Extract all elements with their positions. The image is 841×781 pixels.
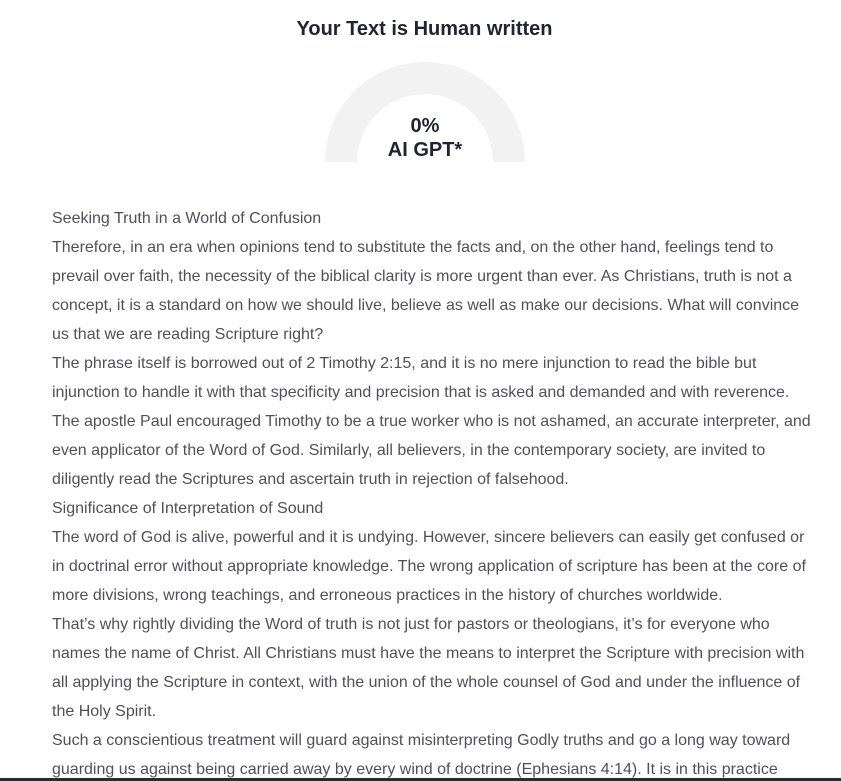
text-paragraph: Therefore, in an era when opinions tend to substitute the facts and, on the other hand, feelings tend to prevail over faith, the necessity of the biblical clarity is more urgent than ever. As Christians, truth is not a concept, it is a standard on how we should live, believe as well as make our decisions. What will convince us that we are reading Scripture right? bbox=[52, 239, 800, 343]
text-paragraph: Such a conscientious treatment will guard against misinterpreting Godly truths and go a long way toward guarding us against being carried away by every wind of doctrine (Ephesians 4:14). It is in this practice bbox=[52, 732, 791, 778]
text-paragraph: That’s why rightly dividing the Word of truth is not just for pastors or theologians, it’s for everyone who names the name of Christ. All Christians must have the means to interpret the Scripture with precision with all applying the Scripture in context, with the union of the whole counsel of God and under the influence of the Holy Spirit. bbox=[52, 616, 805, 720]
text-paragraph: Seeking Truth in a World of Confusion bbox=[52, 210, 322, 227]
result-heading: Your Text is Human written bbox=[296, 18, 553, 40]
text-paragraph: The word of God is alive, powerful and it is undying. However, sincere believers can easily get confused or in doctrinal error without appropriate knowledge. The wrong application of scripture has been at the core of more divisions, wrong teachings, and erroneous practices in the history of churches worldwide. bbox=[52, 529, 806, 604]
ai-score-label: AI GPT* bbox=[387, 139, 463, 161]
text-paragraph: The phrase itself is borrowed out of 2 Timothy 2:15, and it is no mere injunction to read the bible but injunction to handle it with that specificity and precision that is asked and demanded and with reverence. The apostle Paul encouraged Timothy to be a true worker who is not ashamed, an accurate interpreter, and even applicator of the Word of God. Similarly, all believers, in the contemporary society, are invited to diligently read the Scriptures and ascertain truth in rejection of falsehood. bbox=[52, 355, 811, 488]
ai-score-gauge bbox=[325, 62, 525, 164]
text-paragraph: Significance of Interpretation of Sound bbox=[52, 500, 324, 517]
ai-score-percent: 0% bbox=[410, 115, 440, 137]
analyzed-text bbox=[52, 204, 812, 781]
